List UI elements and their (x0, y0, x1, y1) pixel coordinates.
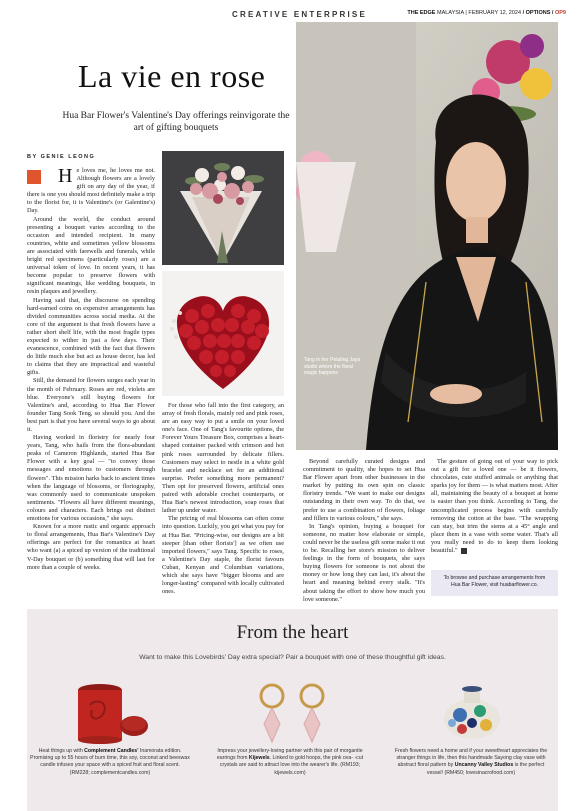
end-mark-icon (461, 548, 467, 554)
vase-product-image (440, 683, 504, 741)
article-title: La vie en rose (78, 58, 266, 94)
rose-heart-photo (162, 271, 284, 396)
accent-square (27, 170, 41, 184)
pub-section: OPTIONS (525, 10, 551, 16)
article-column-1 (27, 167, 155, 571)
paragraph: e loves me, he loves me not. Although flowers are a lovely gift on any day of the year, if there is one you should most definitely make a trip to the florist for, it is Valentine's (or Galentine's) Day. (27, 167, 155, 215)
gift-caption-vase: Fresh flowers need a home and if your sweetheart appreciates the stranger things in life, then this handmade Sayong clay vase with abstract floral pattern by Uncanny Valley Studios is the perfect vessel! (RM450; lovesinacrofood.com) (394, 748, 548, 776)
pub-date: FEBRUARY 12, 2024 (468, 10, 522, 16)
paragraph: Having said that, the discourse on spending hard-earned coins on expensive arrangements has divided communities across social media. At the core of the argument is that fresh flowers have a rather short shelf life, with the most fragile types expected to wither in just a few days. Their evanescence, combined with the fact that flowers do little much else but act as house decor, has led to claims that they are impractical and wasteful gifts. (27, 296, 155, 377)
brand-name: Complement Candles' (84, 748, 139, 754)
photo-caption: Tang in her Petaling Jaya studio where the floral magic happens (304, 357, 361, 376)
pub-brand: THE EDGE (407, 10, 436, 16)
paragraph: The pricing of real blossoms can often come into question. Luckily, you get what you pay for at Hua Bar. "Pricing-wise, our designs are a bit steeper [than other florists'] as we often use imported flowers," says Tang. Specific to roses, a Valentine's Day staple, the florist favours Cuban, Kenyan and Columbian variations, which she says have "bigger blooms and are longer-lasting" compared with locally cultivated ones. (162, 515, 284, 596)
bouquet-photo (162, 151, 284, 265)
paragraph: The gesture of going out of your way to pick out a gift for a loved one — be it flowers, chocolates, cute stuffed animals or anything that sparks joy for them — is what matters most. After all, maintaining the beauty of a bouquet at home is easier than you think. According to Tang, the uncomplicated process begins with carefully removing the cotton at the base. "The wrapping can stay, but trim the stems at a 45° angle and place them in a vase with some water. That's all you really need to do to keep them looking beautiful." (431, 458, 558, 555)
paragraph: Having worked in floristry for nearly four years, Tang, who hails from the flora-abundant peaks of Cameron Highlands, started Hua Bar Flower with a key goal — "to convey those messages and emotions to customers through flowers". This mission harks back to ancient times when the language of blossoms, or floriography, was commonly used to communicate unspoken sentiments. "Flowers all have different meanings, colours and characters. Each brings out distinct emotions for various occasions," she says. (27, 434, 155, 523)
paragraph: Still, the demand for flowers surges each year in the month of February. Roses are red, violets are blue. Everyone's still buying flowers for Valentine's and, according to Hua Bar Flower founder Tang Sook Teng, so should you. And the best part is that you have several ways to go about it. (27, 377, 155, 433)
pub-country: MALAYSIA (437, 10, 464, 16)
paragraph: In Tang's opinion, buying a bouquet for someone, no matter how elaborate or simple, could never be the useless gift some make it out to be. Recalling her store's mission to deliver feelings in the form of bouquets, she says buying flowers for someone is not about the money or how long they can last, it's about the heart and meaning behind every stalk. "It's about taking the effort to show how much you love someone." (303, 522, 425, 603)
publication-info: THE EDGE MALAYSIA | FEBRUARY 12, 2024 / OPTIONS / OP9 (407, 10, 566, 16)
article-column-4 (431, 458, 558, 578)
paragraph: Around the world, the conduct around presenting a bouquet varies according to the occasion and intended recipient. In many countries, white and sometimes yellow blossoms are associated with farewells and funerals, while bright red specimens (particularly roses) are a universal token of love. In recent years, it has become popular to preserve flowers with significant meanings, like wedding bouquets, in resin plaques and jewellery. (27, 215, 155, 296)
brand-name: Uncanny Valley Studios (454, 762, 514, 769)
gift-caption-candle: Heat things up with Complement Candles' Inamorata edition. Promising up to 55 hours of burn time, this soy, coconut and beeswax candle infuses your space with a spiced fruit and floral scent. (RM228; complementcandles.com) (30, 748, 190, 776)
paragraph: Beyond carefully curated designs and commitment to quality, she hopes to set Hua Bar Flower apart from other businesses in the market by putting its own spin on classic floristry trends. "We want to make our designs outstanding in their own way. To do that, we prefer to use a combination of flowers, foliage and fillers in various colours," she says. (303, 458, 425, 522)
paragraph: For those who fall into the first category, an array of fresh florals, mainly red and pink roses, are an easy way to put a smile on your loved one's face. One of Tang's favourite options, the Forever Yours Treasure Box, comprises a heart-shaped container packed with crimson and hot pink roses surrounded by delicate fillers. Customers may select to nestle in a white gold bracelet and necklace set for an additional surprise. Prefer something more permanent? Then opt for preserved flowers, artificial ones paired with adorable crochet counterparts, or Hua Bar's newest introduction, soap roses that lather up under water. (162, 402, 284, 515)
pub-page: OP9 (554, 10, 566, 16)
article-column-3 (303, 458, 425, 603)
brand-name: Kijewels (248, 755, 270, 762)
gift-section-title: From the heart (236, 622, 349, 643)
info-box: To browse and purchase arrangements from Hua Bar Flower, visit huabarflower.co. (431, 570, 558, 596)
founder-portrait-photo (296, 22, 558, 450)
earrings-product-image (250, 680, 334, 744)
section-label: CREATIVE ENTERPRISE (232, 10, 367, 19)
article-column-2 (162, 402, 284, 596)
byline: BY GENIE LEONG (27, 154, 96, 160)
article-dek: Hua Bar Flower's Valentine's Day offerings reinvigorate the art of gifting bouquets (62, 111, 290, 133)
gift-section-subtitle: Want to make this Lovebirds' Day extra special? Pair a bouquet with one of these thoughtful gift ideas. (139, 654, 446, 661)
candle-product-image (70, 680, 152, 744)
drop-cap-letter: H (58, 165, 73, 187)
paragraph: Known for a more rustic and organic approach to floral arrangements, Hua Bar's Valentine's Day offerings are perfect for the romantics at heart who want (a) a spiced up version of the traditional V-Day bouquet or (b) something that will last for more than a couple of weeks. (27, 523, 155, 571)
gift-caption-earrings: Impress your jewellery-loving partner with this pair of morganite earrings from Kijewels. Linked to gold hoops, the pink ova- -cut crystals are said to attract love into the wearer's life. (RM193; kijewels.com) (216, 748, 364, 776)
